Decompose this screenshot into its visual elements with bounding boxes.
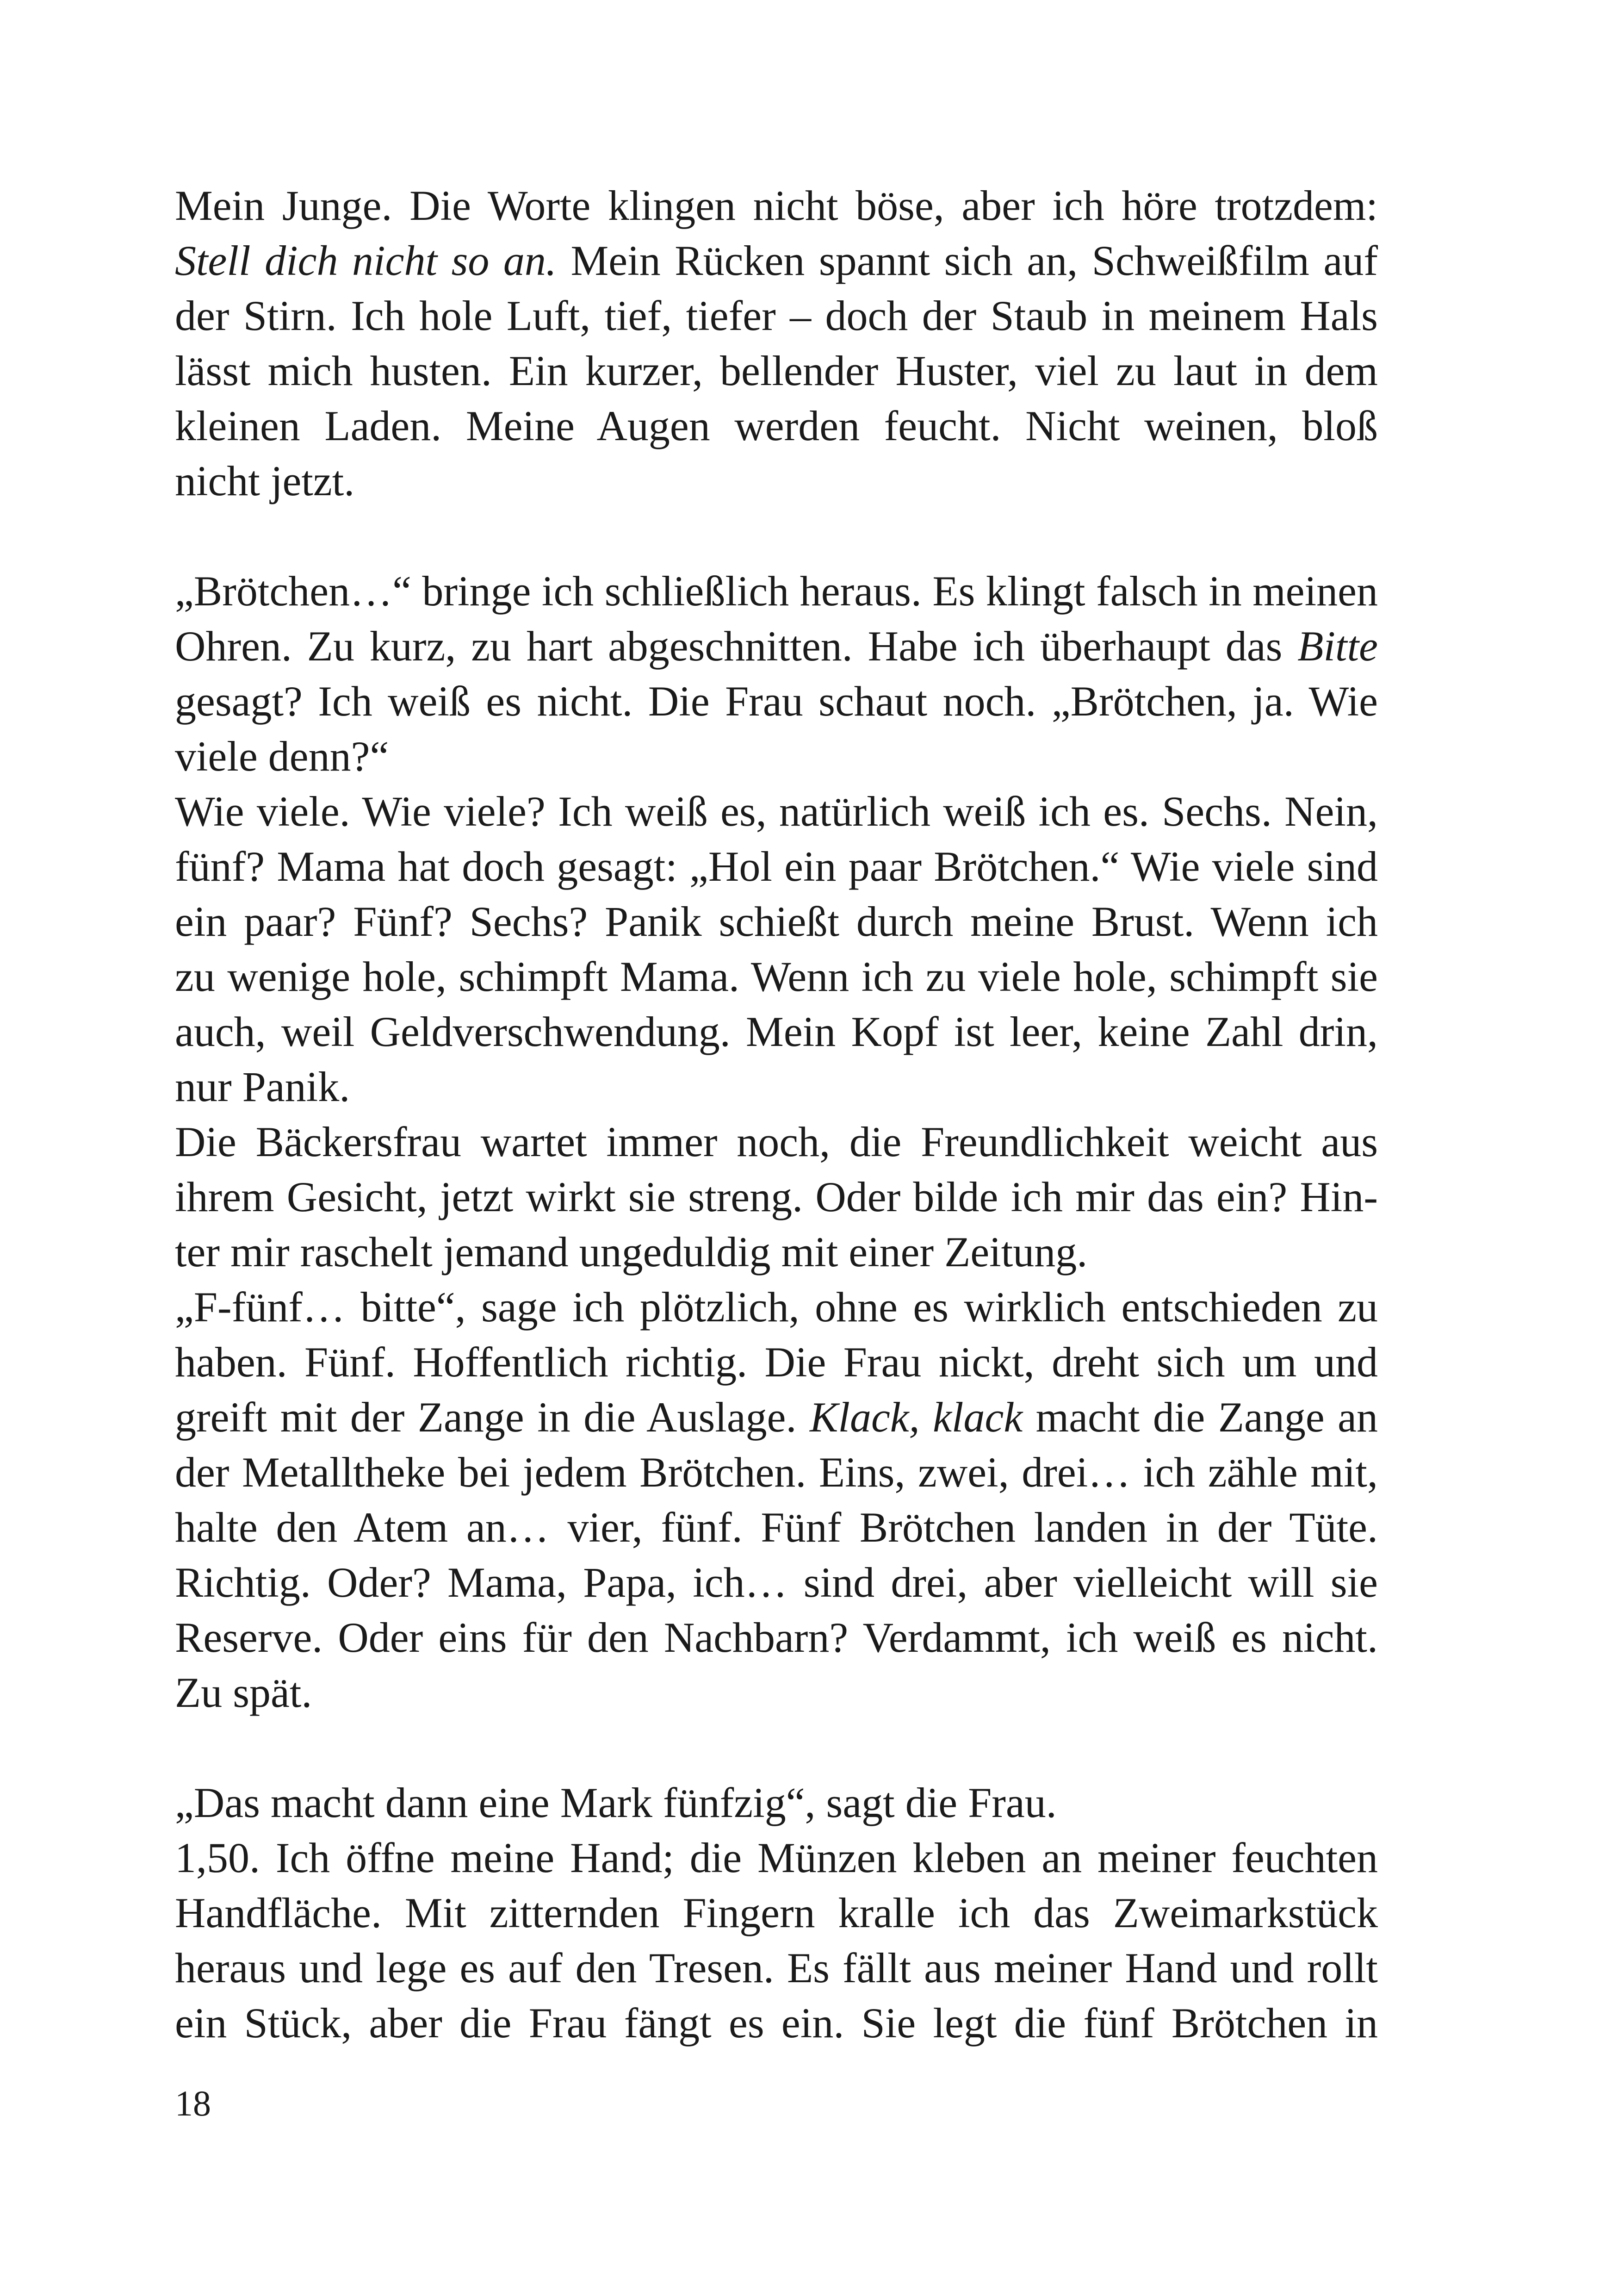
text-line: ein Stück, aber die Frau fängt es ein. Sie legt die fünf Brötchen in xyxy=(175,1999,1378,2047)
text-line xyxy=(175,233,1378,288)
text-line: ein paar? Fünf? Sechs? Panik schießt durch meine Brust. Wenn ich xyxy=(175,898,1378,945)
text-line: zu wenige hole, schimpft Mama. Wenn ich zu viele hole, schimpft sie xyxy=(175,953,1378,1000)
text-line: „F-fünf… bitte“, sage ich plötzlich, ohne es wirklich entschieden zu xyxy=(175,1283,1378,1331)
text-line: nur Panik. xyxy=(175,1063,350,1110)
text-line: Die Bäckersfrau wartet immer noch, die Freundlichkeit weicht aus xyxy=(175,1118,1378,1165)
text-fragment: Ohren. Zu kurz, zu hart abgeschnitten. Habe ich überhaupt das xyxy=(175,622,1298,670)
text-line: Zu spät. xyxy=(175,1669,312,1716)
text-line: „Das macht dann eine Mark fünfzig“, sagt die Frau. xyxy=(175,1779,1057,1826)
text-line: auch, weil Geldverschwendung. Mein Kopf ist leer, keine Zahl drin, xyxy=(175,1008,1378,1055)
italic-phrase: Klack, klack xyxy=(810,1394,1023,1441)
paragraph xyxy=(175,564,1378,1720)
paragraph xyxy=(175,178,1378,509)
text-line: lässt mich husten. Ein kurzer, bellender Huster, viel zu laut in dem xyxy=(175,347,1378,394)
text-line: nicht jetzt. xyxy=(175,457,355,504)
text-line: kleinen Laden. Meine Augen werden feucht. Nicht weinen, bloß xyxy=(175,402,1378,449)
text-line: halte den Atem an… vier, fünf. Fünf Brötchen landen in der Tüte. xyxy=(175,1504,1378,1551)
text-line: heraus und lege es auf den Tresen. Es fällt aus meiner Hand und rollt xyxy=(175,1944,1378,1991)
text-line: gesagt? Ich weiß es nicht. Die Frau schaut noch. „Brötchen, ja. Wie xyxy=(175,678,1378,725)
text-line: Handfläche. Mit zitternden Fingern kralle ich das Zweimarkstück xyxy=(175,1889,1378,1936)
paragraph xyxy=(175,1775,1378,2051)
text-line: haben. Fünf. Hoffentlich richtig. Die Frau nickt, dreht sich um und xyxy=(175,1338,1378,1386)
text-line: Reserve. Oder eins für den Nachbarn? Verdammt, ich weiß es nicht. xyxy=(175,1614,1378,1661)
text-line xyxy=(175,619,1378,674)
text-line: ihrem Gesicht, jetzt wirkt sie streng. Oder bilde ich mir das ein? Hin- xyxy=(175,1173,1378,1220)
text-line: Mein Junge. Die Worte klingen nicht böse, aber ich höre trotzdem: xyxy=(175,182,1378,229)
page-number: 18 xyxy=(175,2083,211,2123)
body-text xyxy=(175,178,1378,2051)
text-line: viele denn?“ xyxy=(175,733,389,780)
text-line: Richtig. Oder? Mama, Papa, ich… sind drei, aber vielleicht will sie xyxy=(175,1559,1378,1606)
text-line: Wie viele. Wie viele? Ich weiß es, natürlich weiß ich es. Sechs. Nein, xyxy=(175,788,1378,835)
text-line: „Brötchen…“ bringe ich schließlich heraus. Es klingt falsch in meinen xyxy=(175,567,1378,615)
text-line: der Stirn. Ich hole Luft, tief, tiefer – doch der Staub in meinem Hals xyxy=(175,292,1378,339)
text-fragment: Mein Rücken spannt sich an, Schweißfilm auf xyxy=(556,237,1378,284)
text-fragment: greift mit der Zange in die Auslage. xyxy=(175,1394,810,1441)
text-line xyxy=(175,1390,1378,1445)
text-fragment: macht die Zange an xyxy=(1023,1394,1378,1441)
paragraph-gap xyxy=(175,1720,1378,1775)
paragraph-gap xyxy=(175,509,1378,564)
text-line: fünf? Mama hat doch gesagt: „Hol ein paar Brötchen.“ Wie viele sind xyxy=(175,843,1378,890)
italic-phrase: Stell dich nicht so an. xyxy=(175,237,557,284)
text-line: der Metalltheke bei jedem Brötchen. Eins, zwei, drei… ich zähle mit, xyxy=(175,1449,1378,1496)
text-line: 1,50. Ich öffne meine Hand; die Münzen kleben an meiner feuchten xyxy=(175,1834,1378,1881)
text-line: ter mir raschelt jemand ungeduldig mit einer Zeitung. xyxy=(175,1228,1088,1276)
italic-phrase: Bitte xyxy=(1297,622,1378,670)
